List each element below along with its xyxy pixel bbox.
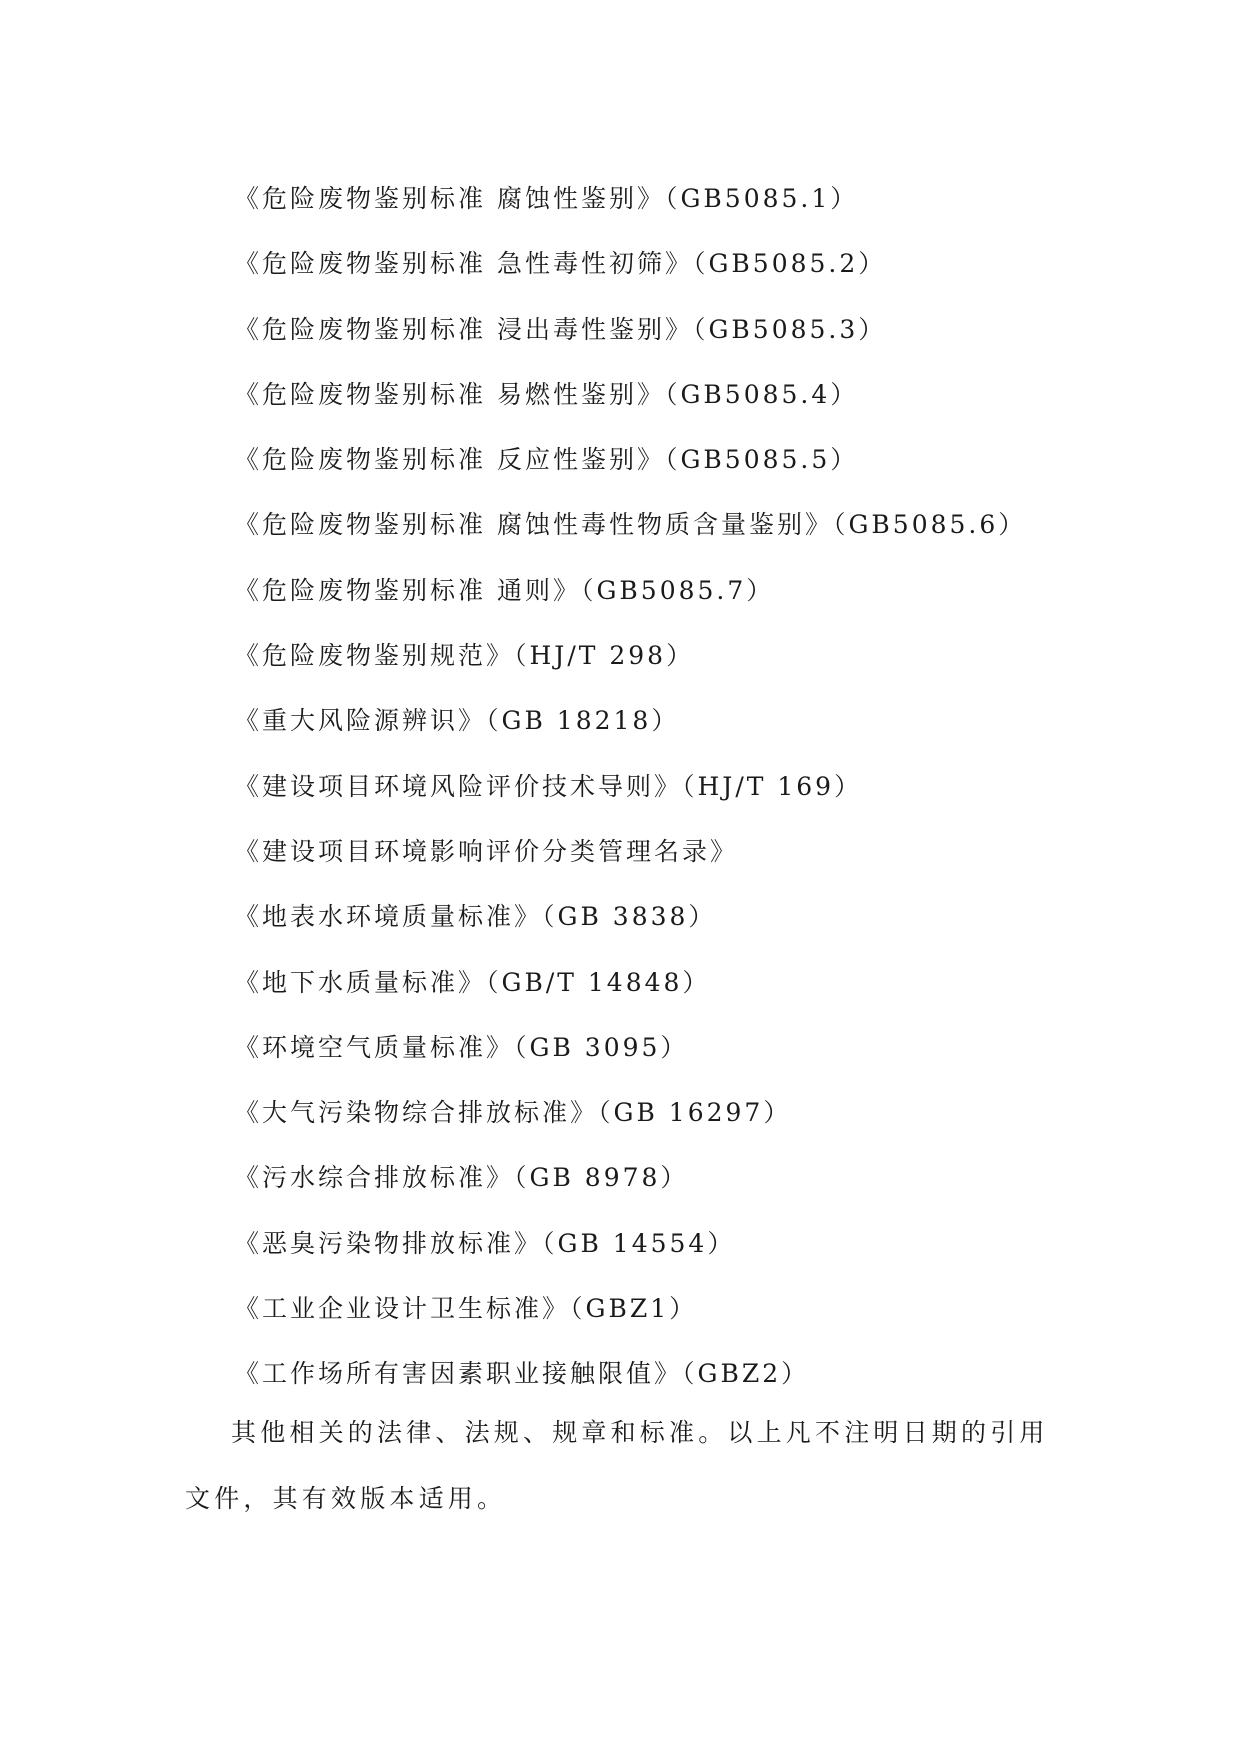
reference-item: 《建设项目环境风险评价技术导则》（HJ/T 169）	[234, 771, 863, 801]
closing-paragraph-line-1: 其他相关的法律、法规、规章和标准。以上凡不注明日期的引用	[231, 1418, 1049, 1447]
reference-item: 《工作场所有害因素职业接触限值》（GBZ2）	[234, 1359, 810, 1389]
reference-item: 《地表水环境质量标准》（GB 3838）	[234, 902, 717, 932]
reference-item: 《重大风险源辨识》（GB 18218）	[234, 706, 680, 736]
reference-list	[234, 176, 1134, 1417]
reference-item: 《危险废物鉴别标准 腐蚀性毒性物质含量鉴别》（GB5085.6）	[234, 510, 1027, 540]
reference-item: 《危险废物鉴别标准 通则》（GB5085.7）	[234, 575, 775, 605]
reference-item: 《危险废物鉴别标准 反应性鉴别》（GB5085.5）	[234, 445, 859, 475]
reference-item: 《污水综合排放标准》（GB 8978）	[234, 1163, 689, 1193]
reference-item: 《危险废物鉴别标准 易燃性鉴别》（GB5085.4）	[234, 379, 859, 409]
reference-item: 《危险废物鉴别标准 浸出毒性鉴别》（GB5085.3）	[234, 314, 887, 344]
reference-item: 《大气污染物综合排放标准》（GB 16297）	[234, 1098, 792, 1128]
reference-item: 《建设项目环境影响评价分类管理名录》	[234, 836, 739, 866]
reference-item: 《危险废物鉴别标准 急性毒性初筛》（GB5085.2）	[234, 249, 887, 279]
reference-item: 《环境空气质量标准》（GB 3095）	[234, 1032, 689, 1062]
reference-item: 《工业企业设计卫生标准》（GBZ1）	[234, 1294, 698, 1324]
closing-paragraph-line-2: 文件，其有效版本适用。	[185, 1484, 507, 1513]
reference-item: 《恶臭污染物排放标准》（GB 14554）	[234, 1228, 736, 1258]
reference-item: 《危险废物鉴别规范》（HJ/T 298）	[234, 641, 695, 671]
closing-paragraph	[185, 1410, 1065, 1542]
reference-item: 《地下水质量标准》（GB/T 14848）	[234, 967, 711, 997]
reference-item: 《危险废物鉴别标准 腐蚀性鉴别》（GB5085.1）	[234, 184, 859, 213]
